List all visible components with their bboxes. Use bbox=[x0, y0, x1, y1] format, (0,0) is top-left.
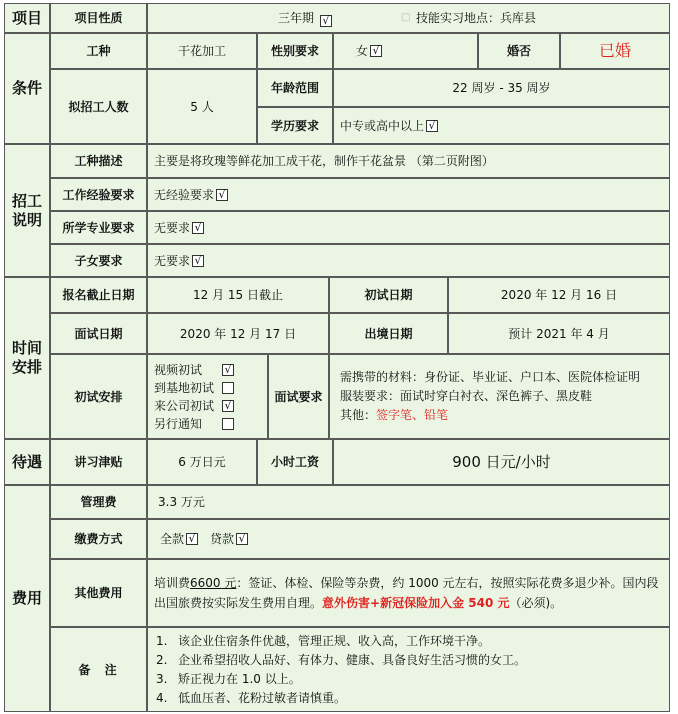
other-fees-required: （必须)。 bbox=[509, 596, 563, 610]
recruitment-table bbox=[4, 3, 670, 712]
location-marker-icon: □ bbox=[401, 12, 411, 23]
major-value: 无要求 bbox=[154, 220, 191, 235]
arrange-option-label: 到基地初试 bbox=[154, 380, 215, 395]
gender-cell bbox=[333, 33, 478, 69]
edu-cell bbox=[333, 107, 670, 144]
deadline-label: 报名截止日期 bbox=[50, 277, 147, 313]
note-text: 矫正视力在 1.0 以上。 bbox=[178, 672, 301, 686]
project-label: 项目 bbox=[4, 3, 50, 33]
req-label: 面试要求 bbox=[268, 354, 329, 439]
arrange-option-checkbox[interactable] bbox=[222, 364, 234, 376]
note-text: 企业希望招收人品好、有体力、健康、具备良好生活习惯的女工。 bbox=[178, 653, 527, 667]
pay-full-label: 全款 bbox=[160, 532, 185, 546]
departure-value: 预计 2021 年 4 月 bbox=[448, 313, 670, 354]
fees-section-label: 费用 bbox=[4, 485, 50, 712]
mgmt-value: 3.3 万元 bbox=[147, 485, 670, 519]
pay-loan-checkbox[interactable] bbox=[236, 533, 248, 545]
conditions-section-label: 条件 bbox=[4, 33, 50, 144]
arrange-option-label: 另行通知 bbox=[154, 416, 203, 431]
exp-checkbox[interactable] bbox=[216, 189, 228, 201]
note-number: 3. bbox=[156, 672, 168, 686]
treatment-section-label: 待遇 bbox=[4, 439, 50, 485]
age-label: 年龄范围 bbox=[257, 69, 333, 107]
note-number: 1. bbox=[156, 634, 168, 648]
note-item bbox=[156, 651, 526, 670]
marital-label: 婚否 bbox=[478, 33, 560, 69]
req-line-other bbox=[340, 406, 448, 425]
pay-label: 缴费方式 bbox=[50, 519, 147, 559]
marital-value: 已婚 bbox=[560, 33, 670, 69]
departure-label: 出境日期 bbox=[329, 313, 448, 354]
desc-label: 工种描述 bbox=[50, 144, 147, 178]
exp-label: 工作经验要求 bbox=[50, 178, 147, 211]
req-other-items: 签字笔、铅笔 bbox=[376, 408, 449, 422]
arrange-option bbox=[154, 415, 234, 433]
req-other-prefix: 其他： bbox=[340, 408, 377, 422]
arrange-option-checkbox[interactable] bbox=[222, 382, 234, 394]
gender-label: 性别要求 bbox=[257, 33, 333, 69]
first-label: 初试日期 bbox=[329, 277, 448, 313]
other-fees-training-amount: 6600 元 bbox=[190, 576, 237, 590]
arrange-label: 初试安排 bbox=[50, 354, 147, 439]
pay-loan-label: 贷款 bbox=[210, 532, 235, 546]
other-fees-text bbox=[147, 559, 670, 627]
other-fees-label: 其他费用 bbox=[50, 559, 147, 627]
arrange-options bbox=[147, 354, 268, 439]
note-number: 4. bbox=[156, 691, 168, 705]
nature-row bbox=[147, 3, 670, 33]
schedule-section-label: 时间 安排 bbox=[4, 277, 50, 439]
notes-list bbox=[147, 627, 670, 712]
explain-section-label: 招工 说明 bbox=[4, 144, 50, 277]
first-value: 2020 年 12 月 16 日 bbox=[448, 277, 670, 313]
children-cell bbox=[147, 244, 670, 277]
children-checkbox[interactable] bbox=[192, 255, 204, 267]
deadline-value: 12 月 15 日截止 bbox=[147, 277, 329, 313]
nature-label: 项目性质 bbox=[50, 3, 147, 33]
pay-full-checkbox[interactable] bbox=[186, 533, 198, 545]
other-fees-training: 培训费 bbox=[154, 576, 191, 590]
note-item bbox=[156, 689, 346, 708]
children-label: 子女要求 bbox=[50, 244, 147, 277]
gender-checkbox[interactable] bbox=[370, 45, 382, 57]
note-text: 低血压者、花粉过敏者请慎重。 bbox=[178, 691, 347, 705]
work-type-value: 干花加工 bbox=[147, 33, 257, 69]
location-text: 技能实习地点：兵库县 bbox=[416, 11, 537, 25]
desc-value: 主要是将玫瑰等鲜花加工成干花，制作干花盆景 （第二页附图） bbox=[147, 144, 670, 178]
note-item bbox=[156, 670, 301, 689]
interview-value: 2020 年 12 月 17 日 bbox=[147, 313, 329, 354]
arrange-option-checkbox[interactable] bbox=[222, 400, 234, 412]
other-fees-misc: ：签证、体检、保险等杂费，约 1000 元左右，按照实际花费多退少补。国内段出国旅费按实际发生费用自理。 bbox=[154, 576, 659, 610]
note-text: 该企业住宿条件优越，管理正规、收入高，工作环境干净。 bbox=[178, 634, 491, 648]
note-number: 2. bbox=[156, 653, 168, 667]
mgmt-label: 管理费 bbox=[50, 485, 147, 519]
exp-value: 无经验要求 bbox=[154, 187, 215, 202]
children-value: 无要求 bbox=[154, 253, 191, 268]
edu-checkbox[interactable] bbox=[426, 120, 438, 132]
hourly-value: 900 日元/小时 bbox=[333, 439, 670, 485]
pay-cell bbox=[147, 519, 670, 559]
req-cell bbox=[329, 354, 670, 439]
arrange-option-label: 来公司初试 bbox=[154, 398, 215, 413]
arrange-option-checkbox[interactable] bbox=[222, 418, 234, 430]
major-label: 所学专业要求 bbox=[50, 211, 147, 244]
edu-label: 学历要求 bbox=[257, 107, 333, 144]
allowance-value: 6 万日元 bbox=[147, 439, 257, 485]
other-fees-insurance: 意外伤害+新冠保险加入金 540 元 bbox=[322, 596, 510, 610]
allowance-label: 讲习津贴 bbox=[50, 439, 147, 485]
edu-value: 中专或高中以上 bbox=[340, 118, 425, 133]
recruit-label: 拟招工人数 bbox=[50, 69, 147, 144]
nature-value-group bbox=[278, 10, 332, 27]
req-line-clothing: 服装要求：面试时穿白衬衣、深色裤子、黑皮鞋 bbox=[340, 389, 593, 403]
nature-value: 三年期 bbox=[278, 10, 315, 25]
req-line-materials: 需携带的材料：身份证、毕业证、户口本、医院体检证明 bbox=[340, 370, 641, 384]
note-item bbox=[156, 632, 490, 651]
arrange-option-label: 视频初试 bbox=[154, 362, 203, 377]
nature-checkbox[interactable] bbox=[320, 15, 332, 27]
work-type-label: 工种 bbox=[50, 33, 147, 69]
interview-label: 面试日期 bbox=[50, 313, 147, 354]
recruit-value: 5 人 bbox=[147, 69, 257, 144]
hourly-label: 小时工资 bbox=[257, 439, 333, 485]
major-cell bbox=[147, 211, 670, 244]
exp-cell bbox=[147, 178, 670, 211]
notes-label: 备 注 bbox=[50, 627, 147, 712]
age-value: 22 周岁 - 35 周岁 bbox=[333, 69, 670, 107]
gender-value: 女 bbox=[356, 44, 369, 58]
arrange-option bbox=[154, 397, 234, 415]
major-checkbox[interactable] bbox=[192, 222, 204, 234]
arrange-option bbox=[154, 361, 234, 379]
arrange-option bbox=[154, 379, 234, 397]
